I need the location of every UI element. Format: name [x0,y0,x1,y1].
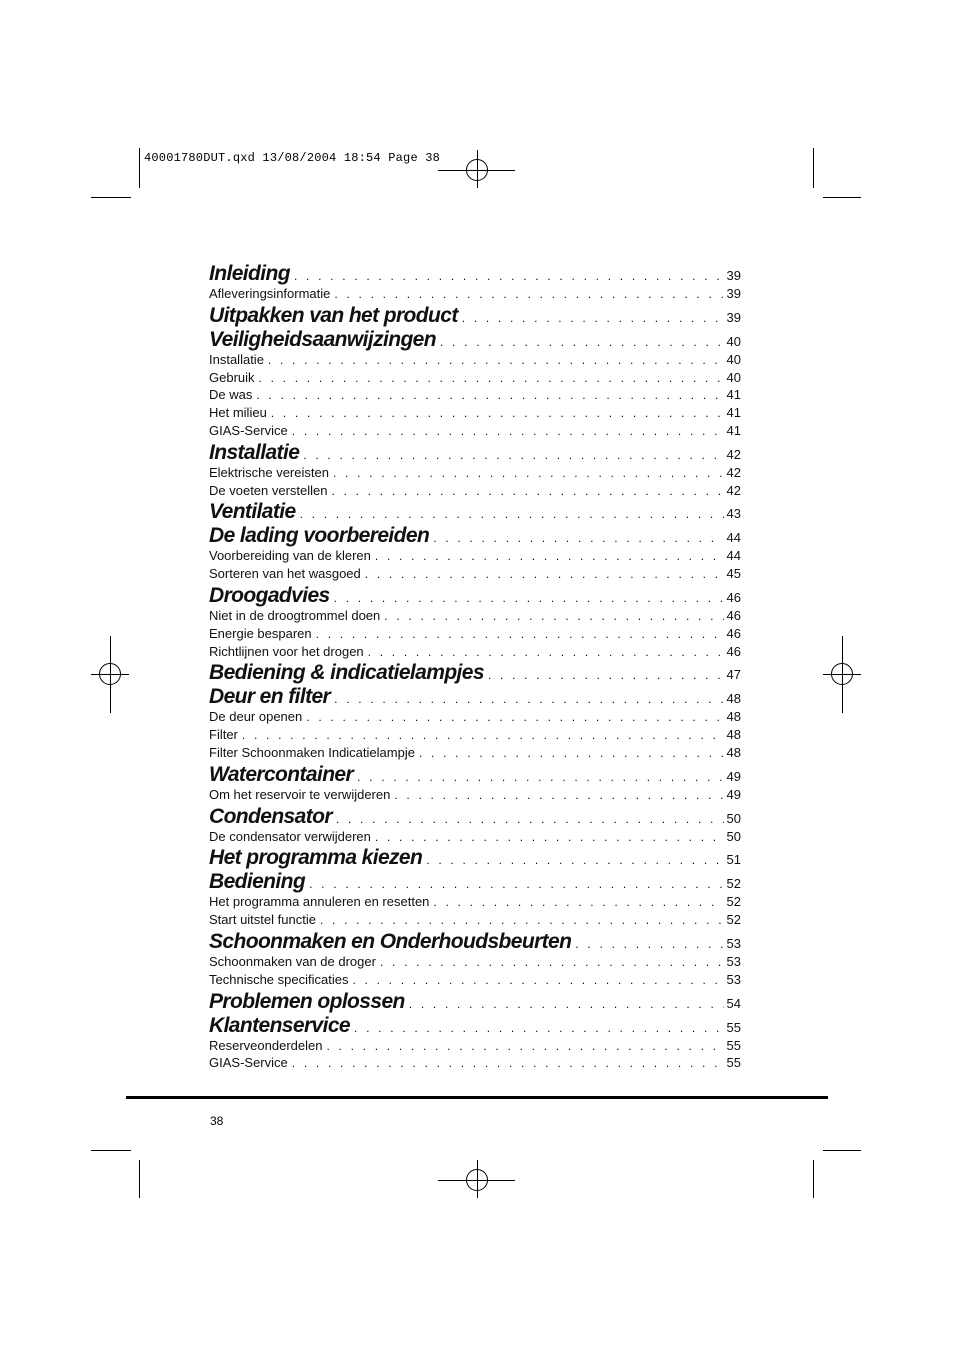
dot-leader [575,937,723,951]
dot-leader [384,609,723,623]
toc-page-number: 48 [726,691,741,707]
dot-leader [300,507,724,521]
toc-label: Om het reservoir te verwijderen [209,786,391,802]
dot-leader [433,895,723,909]
toc-label: De voeten verstellen [209,482,328,498]
toc-label: Niet in de droogtrommel doen [209,607,381,623]
toc-heading [209,304,741,328]
toc-label: De lading voorbereiden [209,524,430,548]
dot-leader [268,353,724,367]
dot-leader [380,955,724,969]
dot-leader [334,692,723,706]
toc-entry [209,829,741,847]
dot-leader [332,484,724,498]
toc-heading [209,990,741,1014]
crop-mark [139,148,140,188]
dot-leader [242,728,724,742]
toc-label: Elektrische vereisten [209,464,329,480]
toc-heading [209,685,741,709]
dot-leader [316,627,724,641]
toc-entry [209,787,741,805]
toc-label: Installatie [209,440,300,464]
toc-label: Voorbereiding van de kleren [209,548,371,564]
dot-leader [433,531,723,545]
dot-leader [409,997,724,1011]
dot-leader [440,335,724,349]
toc-label: Filter [209,727,238,743]
toc-label: De was [209,387,253,403]
toc-label: Het milieu [209,405,267,421]
dot-leader [394,788,723,802]
toc-label: Reserveonderdelen [209,1037,323,1053]
dot-leader [334,287,723,301]
toc-label: GIAS-Service [209,422,288,438]
dot-leader [271,406,724,420]
toc-label: De deur openen [209,709,303,725]
crop-mark [813,1160,814,1198]
toc-entry [209,370,741,388]
toc-page-number: 44 [726,530,741,546]
toc-label: Filter Schoonmaken Indicatielampje [209,744,415,760]
dot-leader [326,1039,723,1053]
toc-entry [209,465,741,483]
toc-label: Sorteren van het wasgoed [209,566,361,582]
dot-leader [306,710,723,724]
toc-heading [209,524,741,548]
toc-label: Richtlijnen voor het drogen [209,643,364,659]
toc-label: GIAS-Service [209,1055,288,1071]
dot-leader [334,591,724,605]
dot-leader [294,269,724,283]
toc-entry [209,1055,741,1073]
dot-leader [488,668,724,682]
toc-label: Technische specificaties [209,971,349,987]
toc-label: Watercontainer [209,762,354,786]
dot-leader [303,448,723,462]
toc-entry [209,566,741,584]
toc-page-number: 55 [726,1019,741,1035]
toc-label: Afleveringsinformatie [209,286,331,301]
dot-leader [357,770,723,784]
toc-heading [209,805,741,829]
toc-heading [209,1014,741,1038]
dot-leader [259,371,724,385]
toc-heading [209,930,741,954]
dot-leader [375,830,724,844]
dot-leader [462,311,724,325]
toc-page-number: 52 [726,894,741,910]
toc-page-number: 53 [726,953,741,969]
dot-leader [333,466,724,480]
registration-circle [831,663,853,685]
toc-page-number: 40 [726,369,741,385]
toc-entry [209,954,741,972]
toc-page-number: 40 [726,351,741,367]
dot-leader [368,645,724,659]
toc-page-number: 42 [726,482,741,498]
toc-page-number: 52 [726,876,741,892]
toc-page-number: 39 [726,309,741,325]
toc-label: Veiligheidsaanwijzingen [209,327,436,351]
toc-page-number: 41 [726,405,741,421]
toc-label: Inleiding [209,262,290,285]
footer-rule [126,1096,828,1099]
crop-mark [823,197,861,198]
toc-page-number: 46 [726,643,741,659]
toc-page-number: 53 [726,971,741,987]
toc-label: Condensator [209,804,332,828]
crop-mark [91,1150,131,1151]
toc-page-number: 50 [726,828,741,844]
toc-heading [209,328,741,352]
toc-page-number: 48 [726,709,741,725]
toc-heading [209,846,741,870]
toc-label: Start uitstel functie [209,912,316,928]
crop-mark [91,197,131,198]
toc-page-number: 39 [726,286,741,301]
toc-page-number: 50 [726,810,741,826]
toc-page-number: 46 [726,589,741,605]
toc-page-number: 55 [726,1037,741,1053]
dot-leader [292,424,724,438]
toc-label: Droogadvies [209,583,330,607]
toc-page-number: 44 [726,548,741,564]
table-of-contents [209,262,741,1073]
toc-page-number: 40 [726,333,741,349]
toc-entry [209,894,741,912]
print-slug: 40001780DUT.qxd 13/08/2004 18:54 Page 38 [144,151,441,165]
toc-label: Deur en filter [209,685,331,709]
toc-page-number: 49 [726,786,741,802]
toc-page-number: 46 [726,625,741,641]
toc-entry [209,972,741,990]
toc-heading [209,441,741,465]
dot-leader [292,1056,724,1070]
toc-label: Installatie [209,351,264,367]
toc-page-number: 48 [726,727,741,743]
toc-page-number: 54 [726,995,741,1011]
toc-entry [209,286,741,304]
registration-circle [99,663,121,685]
toc-page-number: 49 [726,768,741,784]
toc-entry [209,727,741,745]
toc-page-number: 46 [726,607,741,623]
crop-mark [139,1160,140,1198]
crop-mark [823,1150,861,1151]
dot-leader [336,812,724,826]
crop-mark [813,148,814,188]
toc-page-number: 41 [726,422,741,438]
registration-circle [466,159,488,181]
dot-leader [419,746,724,760]
toc-heading [209,661,741,685]
dot-leader [309,877,723,891]
toc-label: Energie besparen [209,625,312,641]
toc-label: Klantenservice [209,1013,351,1037]
dot-leader [375,549,724,563]
toc-page-number: 55 [726,1055,741,1071]
toc-label: De condensator verwijderen [209,828,371,844]
toc-label: Het programma annuleren en resetten [209,894,430,910]
toc-page-number: 48 [726,744,741,760]
toc-entry [209,709,741,727]
toc-entry [209,352,741,370]
dot-leader [365,567,724,581]
dot-leader [320,913,724,927]
toc-entry [209,483,741,501]
toc-label: Bediening & indicatielampjes [209,661,484,685]
toc-label: Uitpakken van het product [209,303,458,327]
toc-page-number: 52 [726,912,741,928]
toc-entry [209,1038,741,1056]
toc-label: Bediening [209,870,306,894]
toc-page-number: 43 [726,506,741,522]
toc-entry [209,745,741,763]
toc-label: Schoonmaken en Onderhoudsbeurten [209,929,572,953]
toc-entry [209,387,741,405]
toc-entry [209,548,741,566]
toc-heading [209,870,741,894]
toc-label: Ventilatie [209,500,296,524]
registration-circle [466,1169,488,1191]
toc-page-number: 47 [726,667,741,683]
page-number: 38 [210,1114,224,1128]
toc-label: Het programma kiezen [209,846,423,870]
toc-label: Problemen oplossen [209,989,405,1013]
toc-page-number: 51 [726,852,741,868]
toc-page-number: 39 [726,268,741,283]
toc-page-number: 53 [726,935,741,951]
toc-entry [209,608,741,626]
toc-page-number: 42 [726,446,741,462]
toc-page-number: 41 [726,387,741,403]
toc-page-number: 45 [726,566,741,582]
toc-entry [209,626,741,644]
toc-heading [209,584,741,608]
dot-leader [354,1021,724,1035]
dot-leader [426,853,723,867]
dot-leader [256,388,723,402]
toc-entry [209,423,741,441]
toc-page-number: 42 [726,464,741,480]
toc-heading [209,500,741,524]
toc-heading [209,262,741,286]
toc-label: Schoonmaken van de droger [209,953,376,969]
dot-leader [352,973,723,987]
toc-entry [209,912,741,930]
toc-entry [209,644,741,662]
toc-label: Gebruik [209,369,255,385]
toc-entry [209,405,741,423]
toc-heading [209,763,741,787]
